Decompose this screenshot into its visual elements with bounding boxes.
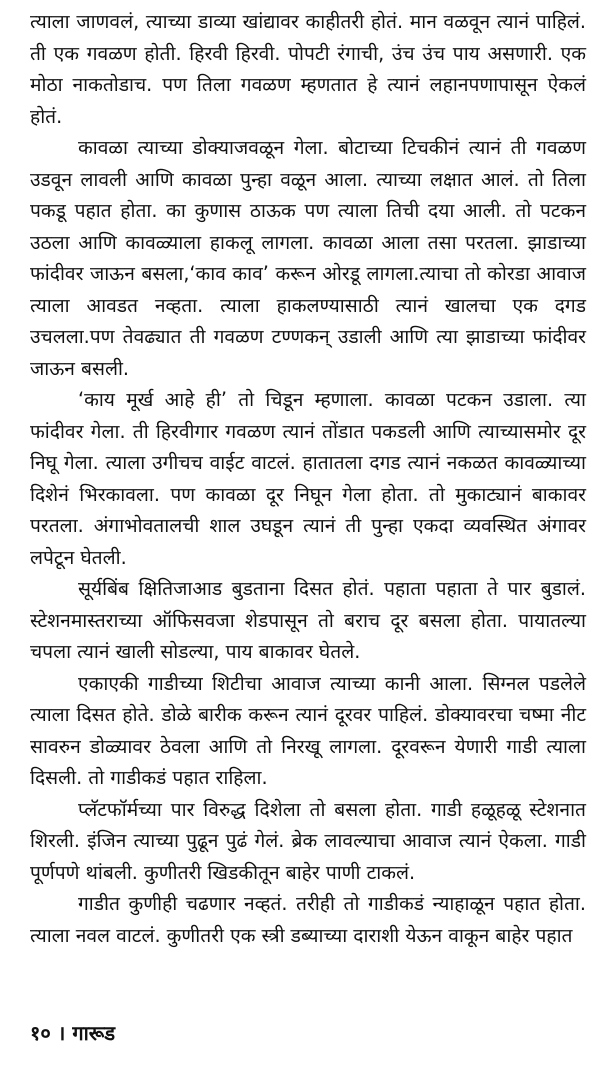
paragraph-3: ‘काय मूर्ख आहे ही’ तो चिडून म्हणाला. कावळा पटकन उडाला. त्या फांदीवर गेला. ती हिरवीगार गवळण त्यानं तोंडात पकडली आणि त्याच्यासमोर दूर निघू गेला. त्याला उगीचच वाईट वाटलं. हातातला दगड त्यानं नकळत कावळ्याच्या दिशेनं भिरकावला. पण कावळा दूर निघून गेला होता. तो मुकाट्यानं बाकावर परतला. अंगाभोवतालची शाल उघडून त्यानं ती पुन्हा एकदा व्यवस्थित अंगावर लपेटून घेतली.	[30, 388, 586, 569]
paragraph-6: प्लॅटफॉर्मच्या पार विरुद्ध दिशेला तो बसला होता. गाडी हळूहळू स्टेशनात शिरली. इंजिन त्याच्या पुढून पुढं गेलं. ब्रेक लावल्याचा आवाज त्यानं ऐकला. गाडी पूर्णपणे थांबली. कुणीतरी खिडकीतून बाहेर पाणी टाकलं.	[30, 797, 586, 884]
page-body-text	[30, 6, 586, 951]
page-number: १०	[30, 1021, 51, 1045]
paragraph-7: गाडीत कुणीही चढणार नव्हतं. तरीही तो गाडीकडं न्याहाळून पहात होता. त्याला नवल वाटलं. कुणीतरी एक स्त्री डब्याच्या दाराशी येऊन वाकून बाहेर पहात	[30, 892, 586, 947]
paragraph-1: त्याला जाणवलं, त्याच्या डाव्या खांद्यावर काहीतरी होतं. मान वळवून त्यानं पाहिलं. ती एक गवळण होती. हिरवी हिरवी. पोपटी रंगाची, उंच उंच पाय असणारी. एक मोठा नाकतोडाच. पण तिला गवळण म्हणतात हे त्यानं लहानपणापासून ऐकलं होतं.	[30, 10, 586, 128]
paragraph-5: एकाएकी गाडीच्या शिटीचा आवाज त्याच्या कानी आला. सिग्नल पडलेले त्याला दिसत होते. डोळे बारीक करून त्यानं दूरवर पाहिलं. डोक्यावरचा चष्मा नीट सावरुन डोळ्यावर ठेवला आणि तो निरखू लागला. दूरवरून येणारी गाडी त्याला दिसली. तो गाडीकडं पहात राहिला.	[30, 671, 586, 789]
footer-separator: ।	[57, 1021, 66, 1045]
paragraph-2: कावळा त्याच्या डोक्याजवळून गेला. बोटाच्या टिचकीनं त्यानं ती गवळण उडवून लावली आणि कावळा पुन्हा वळून आला. त्याच्या लक्षात आलं. तो तिला पकडू पहात होता. का कुणास ठाऊक पण त्याला तिची दया आली. तो पटकन उठला आणि कावळ्याला हाकलू लागला. कावळा आला तसा परतला. झाडाच्या फांदीवर जाऊन बसला,‘काव काव’ करून ओरडू लागला.त्याचा तो कोरडा आवाज त्याला आवडत नव्हता. त्याला हाकलण्यासाठी त्यानं खालचा एक दगड उचलला.पण तेवढ्यात ती गवळण टण्णकन् उडाली आणि त्या झाडाच्या फांदीवर जाऊन बसली.	[30, 136, 586, 380]
page-footer	[30, 1018, 115, 1048]
paragraph-4: सूर्यबिंब क्षितिजाआड बुडताना दिसत होतं. पहाता पहाता ते पार बुडालं. स्टेशनमास्तराच्या ऑफिसवजा शेडपासून तो बराच दूर बसला होता. पायातल्या चपला त्यानं खाली सोडल्या, पाय बाकावर घेतले.	[30, 577, 586, 663]
book-title: गारूड	[72, 1021, 116, 1045]
